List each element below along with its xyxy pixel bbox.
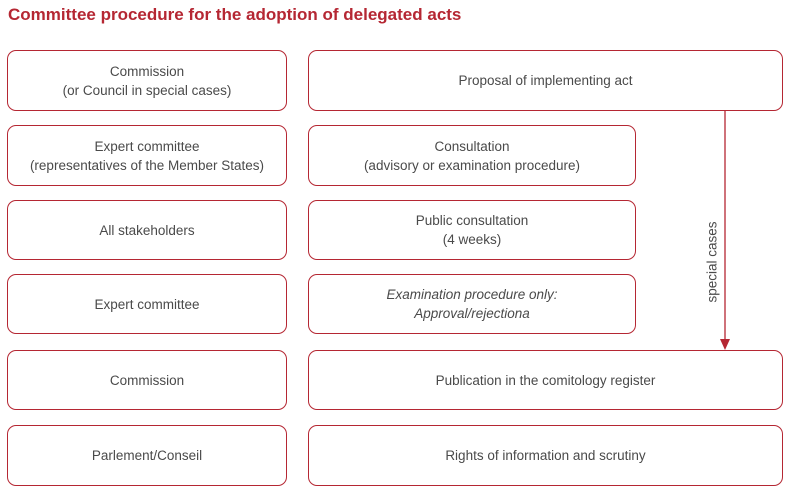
actor-box-expert-committee [7,274,287,334]
box-line: Rights of information and scrutiny [445,448,646,463]
arrow-head [720,339,730,350]
step-box-publication [308,350,783,410]
box-line: Expert committee [94,296,200,312]
box-line: Publication in the comitology register [435,372,656,388]
actor-box-all-stakeholders [7,200,287,260]
box-line: All stakeholders [99,222,195,238]
actor-box-expert-committee-representatives [7,125,287,186]
box-line: Commission [109,63,185,79]
special-cases-text: special cases [704,221,720,303]
box-line: (or Council in special cases) [62,82,232,98]
box-line: (advisory or examination procedure) [363,157,581,173]
page-title: Committee procedure for the adoption of delegated acts [8,5,462,24]
step-box-consultation [308,125,636,186]
box-line: Consultation [434,138,510,154]
box-line: Proposal of implementing act [458,73,633,88]
box-line: Expert committee [94,138,200,154]
box-line: Public consultation [415,213,529,228]
special-cases-label [704,221,720,303]
actor-box-commission [7,50,287,111]
actor-box-parlement-conseil [7,425,287,486]
box-line: (4 weeks) [442,232,502,247]
box-line: Commission [109,372,185,388]
step-box-rights [308,425,783,486]
actor-box-commission-publication [7,350,287,410]
box-line: Examination procedure only: [386,287,558,302]
box-line: (representatives of the Member States) [29,157,265,173]
box-line: Parlement/Conseil [91,448,203,463]
box-line: Approval/rejectiona [414,306,530,321]
step-box-examination [308,274,636,334]
step-box-public-consultation [308,200,636,260]
step-box-proposal [308,50,783,111]
